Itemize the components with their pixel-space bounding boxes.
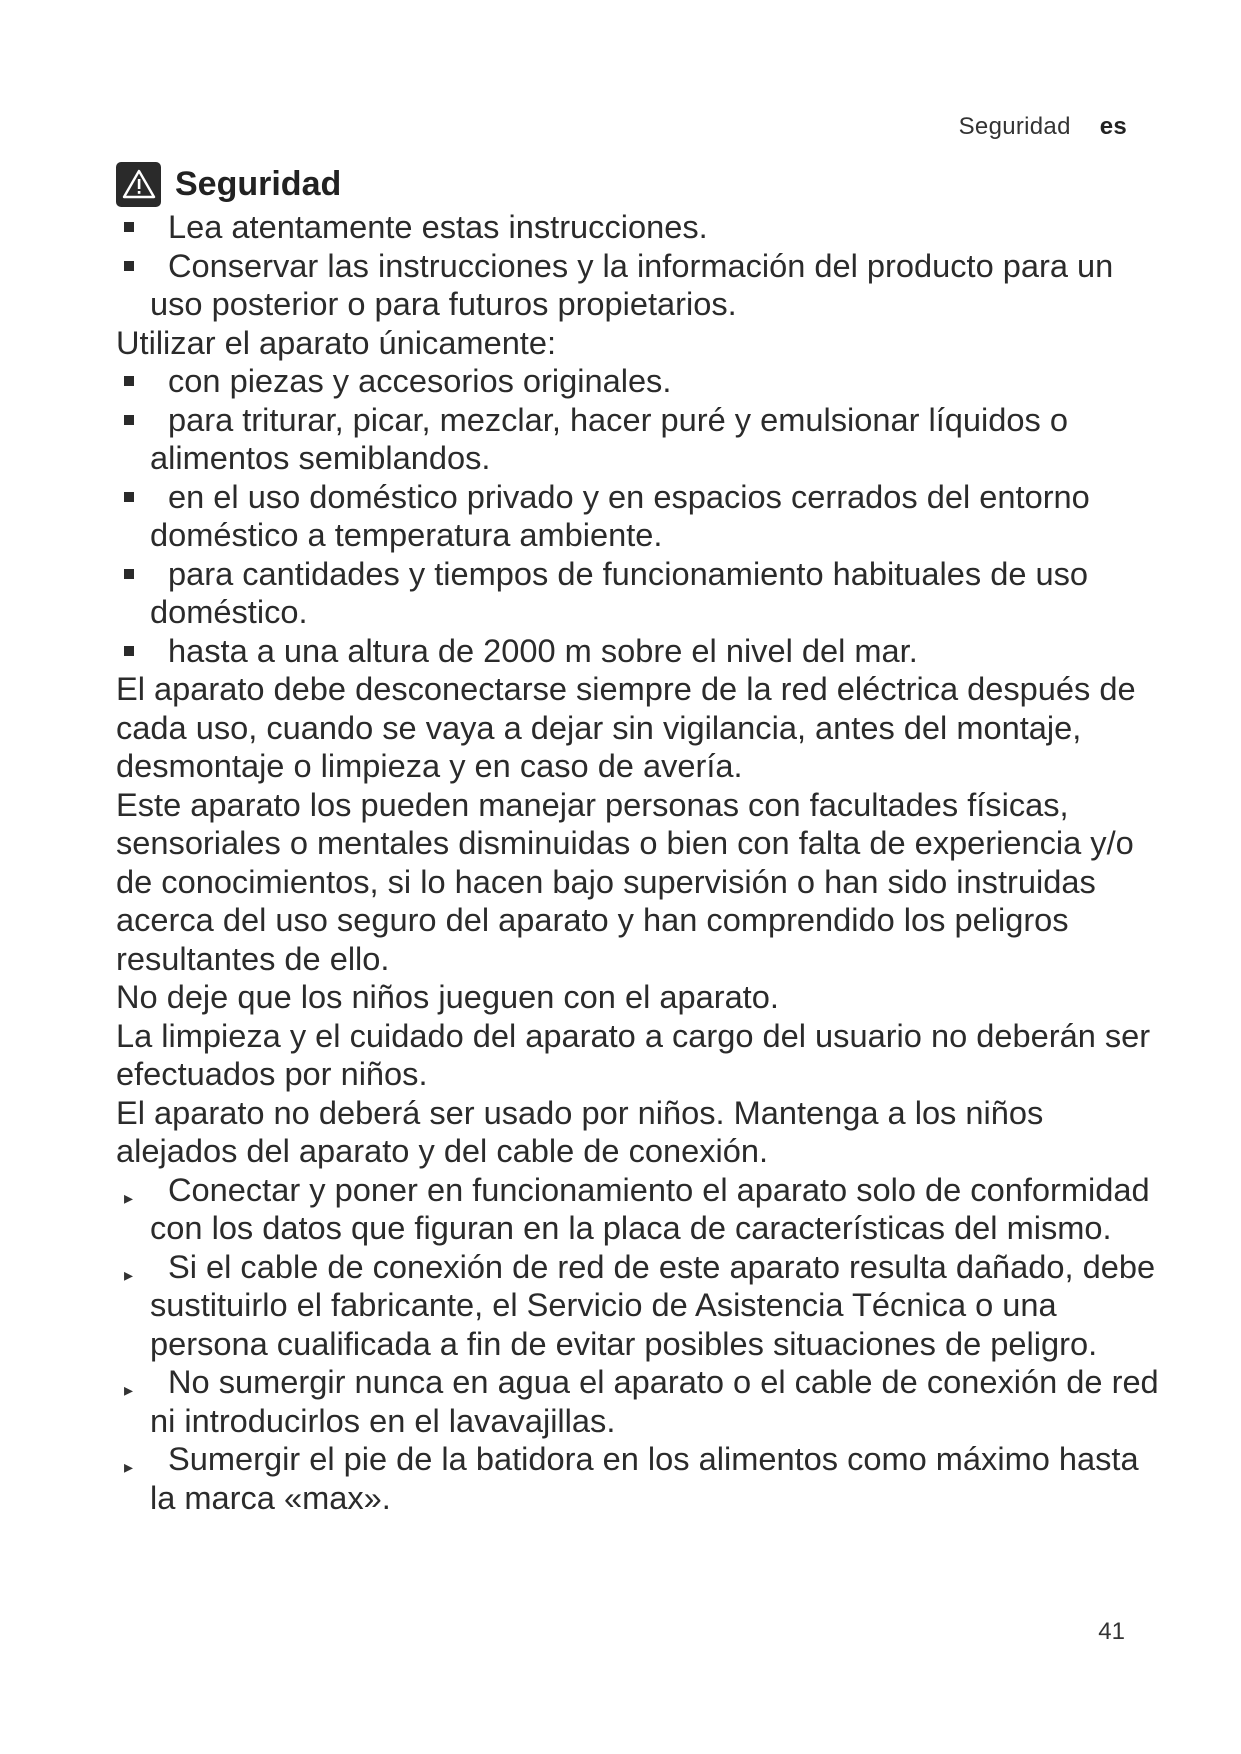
action-item [116, 1440, 1161, 1517]
list-item-text: en el uso doméstico privado y en espacios cerrados del entorno doméstico a temperatura ambiente. [150, 477, 1090, 553]
list-item-text: Conservar las instrucciones y la información del producto para un uso posterior o para futuros propietarios. [150, 246, 1114, 322]
square-bullet-icon [124, 492, 134, 502]
square-bullet-icon [124, 646, 134, 656]
triangle-right-icon: ▸ [124, 1187, 134, 1208]
warning-triangle-icon [116, 162, 161, 207]
page-title: Seguridad [175, 164, 342, 203]
action-item [116, 1171, 1161, 1248]
action-item-text: Sumergir el pie de la batidora en los alimentos como máximo hasta la marca «max». [150, 1440, 1139, 1516]
square-bullet-icon [124, 222, 134, 232]
header-section-title: Seguridad [958, 113, 1071, 140]
list-item [116, 208, 1161, 247]
list-item-text: con piezas y accesorios originales. [168, 362, 672, 399]
page-number: 41 [1098, 1618, 1125, 1645]
list-item-text: para cantidades y tiempos de funcionamiento habituales de uso doméstico. [150, 554, 1089, 630]
paragraph: No deje que los niños jueguen con el aparato. [116, 978, 779, 1015]
paragraph: La limpieza y el cuidado del aparato a cargo del usuario no deberán ser efectuados por niños. [116, 1016, 1151, 1092]
action-item-text: Si el cable de conexión de red de este aparato resulta dañado, debe sustituirlo el fabricante, el Servicio de Asistencia Técnica o una persona cualificada a fin de evitar posibles situaciones de peligro. [150, 1247, 1156, 1362]
list-item [116, 632, 1161, 671]
square-bullet-icon [124, 376, 134, 386]
usage-intro: Utilizar el aparato únicamente: [116, 323, 557, 361]
list-item [116, 478, 1161, 555]
action-item [116, 1363, 1161, 1440]
running-header [959, 113, 1127, 141]
page-content [116, 160, 1161, 1517]
list-item-text: para triturar, picar, mezclar, hacer puré y emulsionar líquidos o alimentos semiblandos. [150, 400, 1068, 476]
section-heading [116, 160, 1161, 208]
action-item-text: No sumergir nunca en agua el aparato o el cable de conexión de red ni introducirlos en el lavavajillas. [150, 1363, 1159, 1439]
list-item [116, 362, 1161, 401]
action-item-text: Conectar y poner en funcionamiento el aparato solo de conformidad con los datos que figuran en la placa de características del mismo. [150, 1170, 1150, 1246]
paragraph: El aparato debe desconectarse siempre de la red eléctrica después de cada uso, cuando se vaya a dejar sin vigilancia, antes del montaje, desmontaje o limpieza y en caso de avería. [116, 670, 1136, 784]
square-bullet-icon [124, 415, 134, 425]
square-bullet-icon [124, 261, 134, 271]
paragraph: Este aparato los pueden manejar personas con facultades físicas, sensoriales o mentales disminuidas o bien con falta de experiencia y/o de conocimientos, si lo hacen bajo supervisión o han sido instruidas acerca del uso seguro del aparato y han comprendido los peligros resultantes de ello. [116, 785, 1134, 977]
triangle-right-icon: ▸ [124, 1380, 134, 1400]
header-language-code: es [1099, 113, 1127, 140]
paragraph: El aparato no deberá ser usado por niños. Mantenga a los niños alejados del aparato y del cable de conexión. [116, 1093, 1044, 1169]
list-item [116, 401, 1161, 478]
list-item-text: hasta a una altura de 2000 m sobre el nivel del mar. [168, 631, 918, 669]
action-item [116, 1248, 1161, 1364]
triangle-right-icon: ▸ [124, 1264, 134, 1285]
triangle-right-icon: ▸ [124, 1457, 134, 1477]
square-bullet-icon [124, 569, 134, 579]
list-item [116, 247, 1161, 324]
list-item-text: Lea atentamente estas instrucciones. [168, 208, 708, 245]
list-item [116, 555, 1161, 632]
